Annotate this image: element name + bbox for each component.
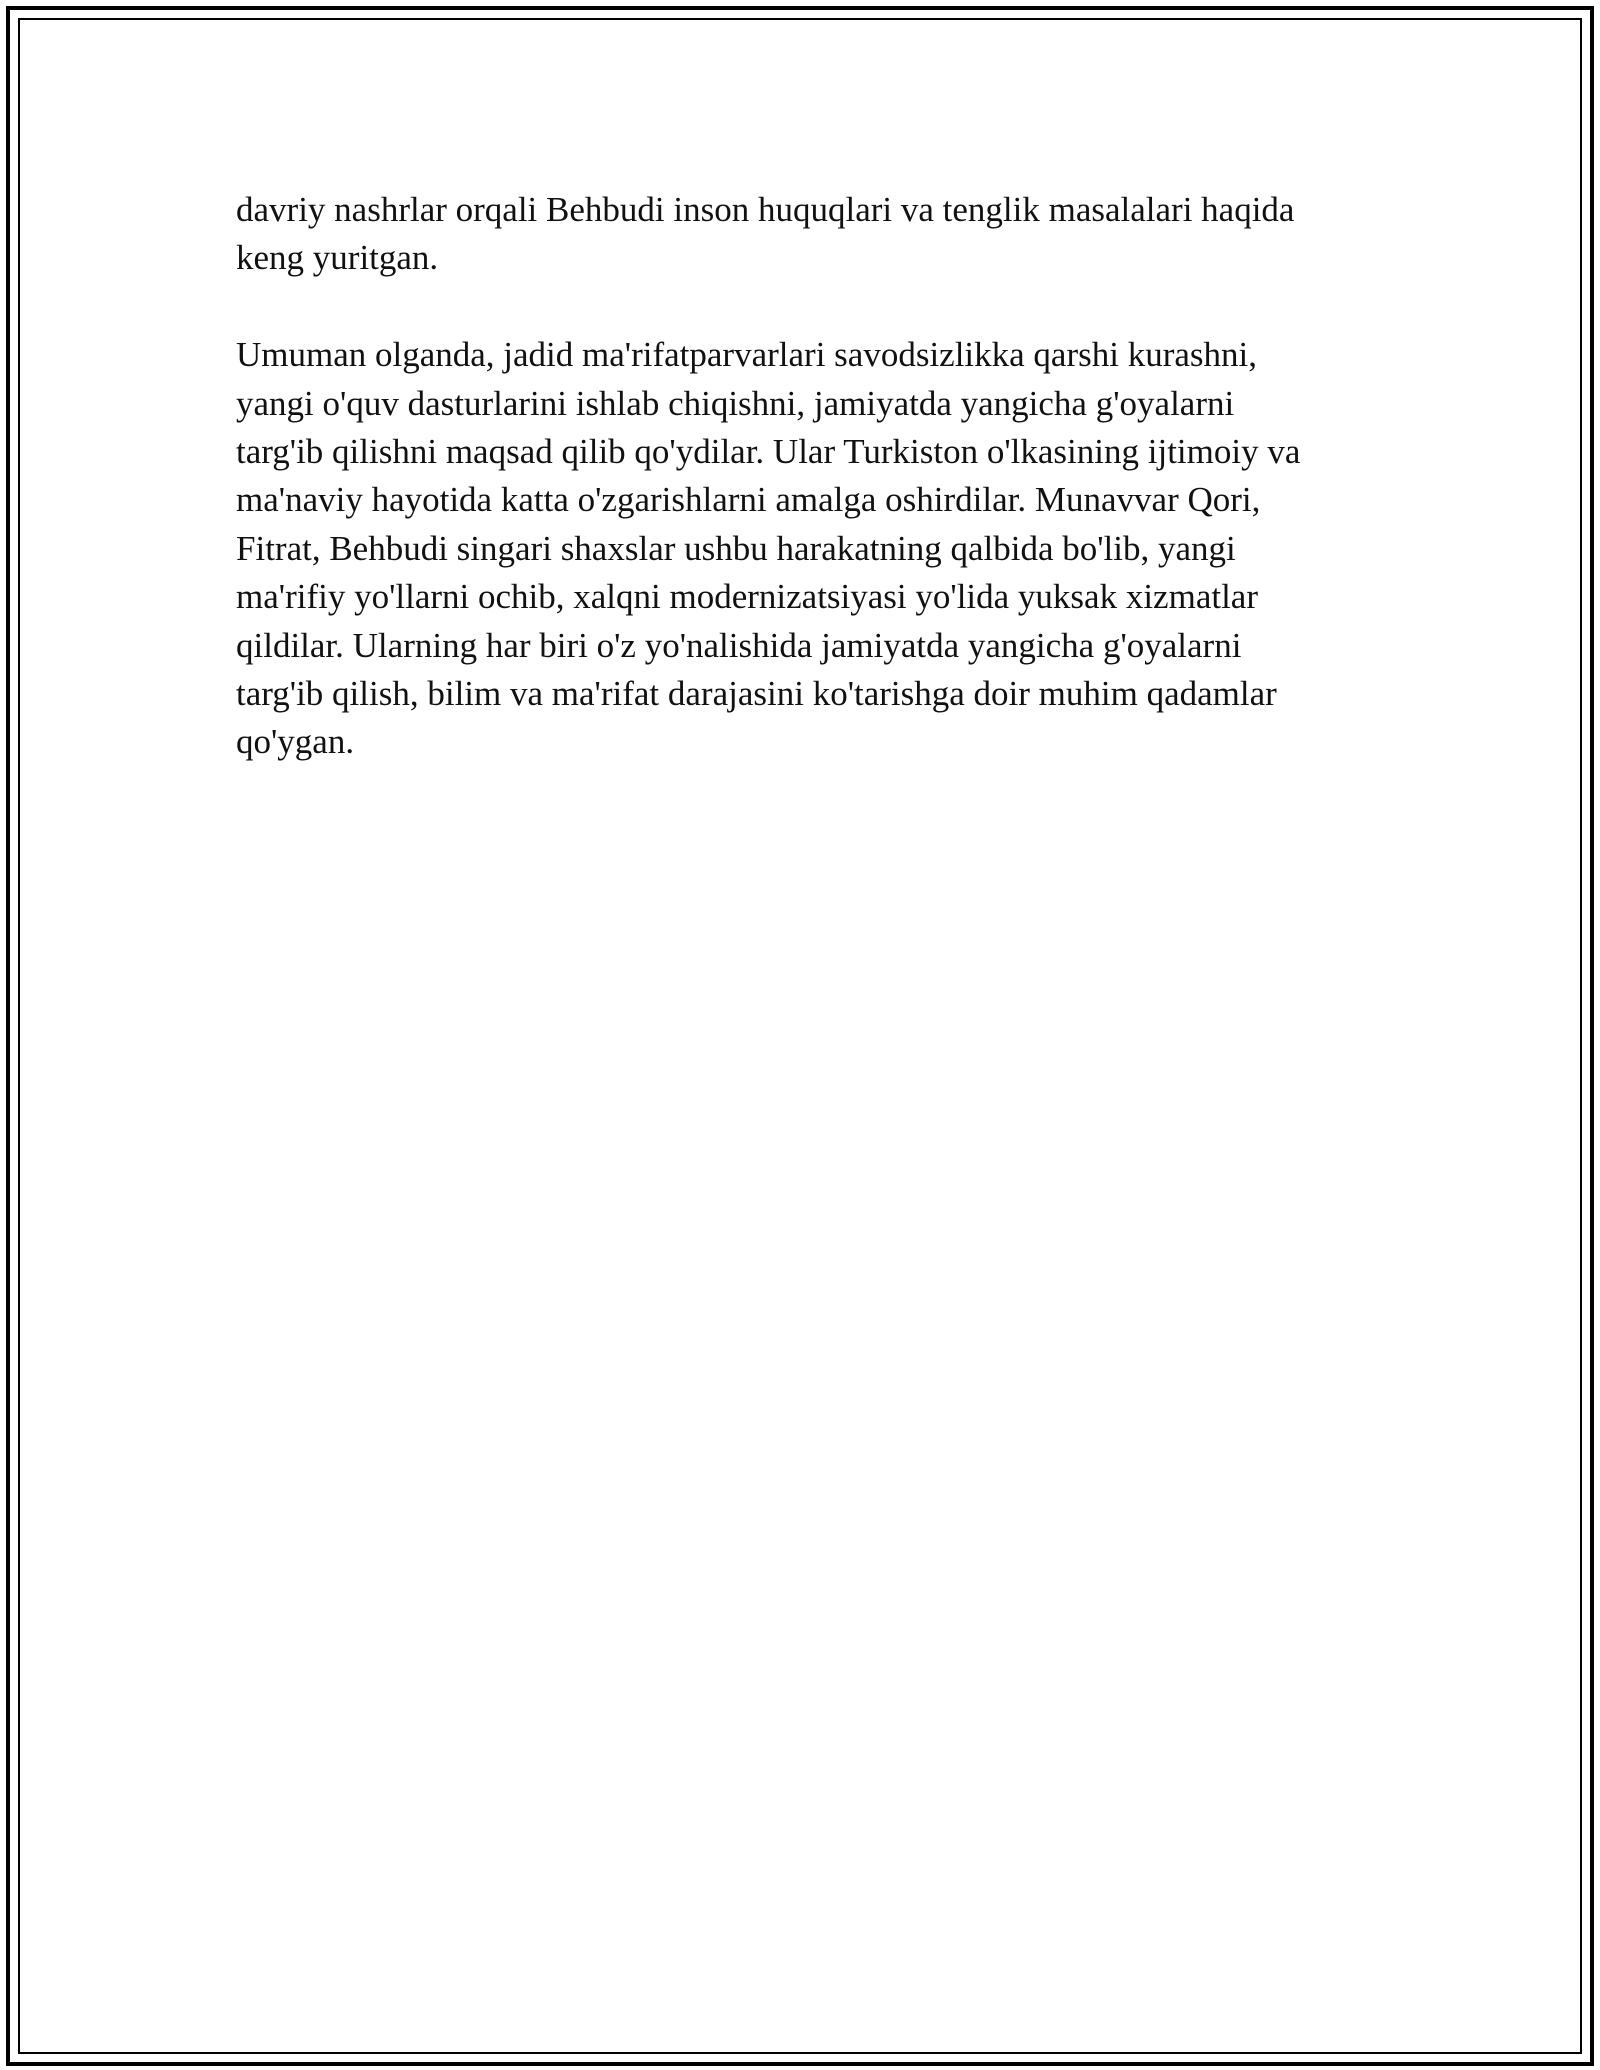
paragraph bbox=[236, 331, 1416, 767]
paragraph-gap bbox=[236, 283, 1416, 331]
text-line: yangi o'quv dasturlarini ishlab chiqishni, jamiyatda yangicha g'oyalarni bbox=[236, 383, 1235, 423]
text-line: qo'ygan. bbox=[236, 722, 355, 762]
text-line: targ'ib qilish, bilim va ma'rifat darajasini ko'tarishga doir muhim qadamlar bbox=[236, 674, 1277, 714]
document-body bbox=[236, 186, 1416, 767]
text-line: qildilar. Ularning har biri o'z yo'nalishida jamiyatda yangicha g'oyalarni bbox=[236, 625, 1242, 665]
text-line: ma'rifiy yo'llarni ochib, xalqni modernizatsiyasi yo'lida yuksak xizmatlar bbox=[236, 577, 1258, 617]
text-line: Fitrat, Behbudi singari shaxslar ushbu harakatning qalbida bo'lib, yangi bbox=[236, 528, 1236, 568]
paragraph bbox=[236, 186, 1416, 283]
text-line: Umuman olganda, jadid ma'rifatparvarlari savodsizlikka qarshi kurashni, bbox=[236, 335, 1257, 375]
text-line: ma'naviy hayotida katta o'zgarishlarni amalga oshirdilar. Munavvar Qori, bbox=[236, 480, 1261, 520]
text-line: targ'ib qilishni maqsad qilib qo'ydilar. Ular Turkiston o'lkasining ijtimoiy va bbox=[236, 432, 1301, 472]
text-line: keng yuritgan. bbox=[236, 238, 439, 278]
text-line: davriy nashrlar orqali Behbudi inson huquqlari va tenglik masalalari haqida bbox=[236, 190, 1295, 229]
